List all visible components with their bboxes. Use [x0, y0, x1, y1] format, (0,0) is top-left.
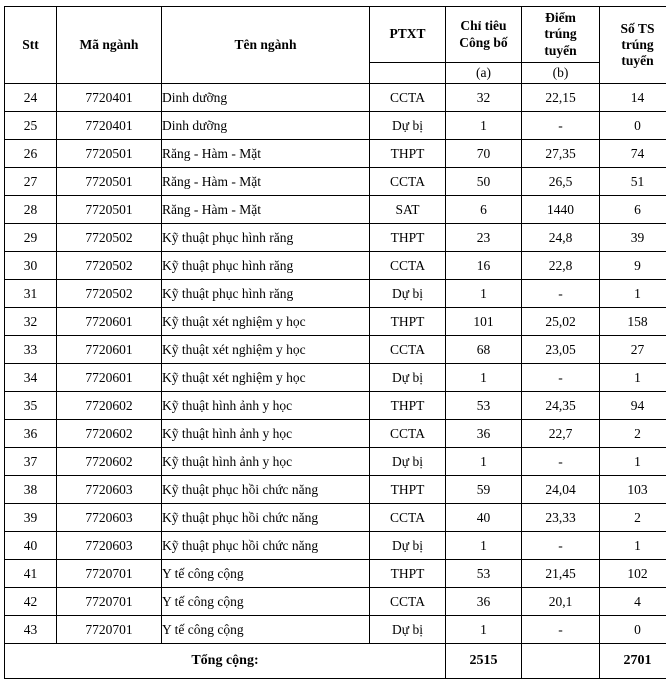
- cell-ma-nganh: 7720701: [57, 588, 162, 616]
- cell-diem-trung-tuyen: -: [522, 280, 600, 308]
- cell-ten-nganh: Dinh dưỡng: [162, 84, 370, 112]
- cell-chi-tieu: 40: [446, 504, 522, 532]
- table-row: [5, 392, 666, 420]
- cell-ma-nganh: 7720401: [57, 84, 162, 112]
- cell-ptxt: Dự bị: [370, 616, 446, 644]
- cell-so-ts-trung-tuyen: 1: [600, 532, 666, 560]
- header-chi-tieu-line1: Chỉ tiêu: [460, 18, 506, 33]
- cell-so-ts-trung-tuyen: 102: [600, 560, 666, 588]
- cell-chi-tieu: 1: [446, 532, 522, 560]
- header-sots-line1: Số TS: [621, 21, 655, 36]
- footer-row-total: [5, 644, 666, 679]
- cell-ptxt: THPT: [370, 392, 446, 420]
- cell-ptxt: CCTA: [370, 420, 446, 448]
- cell-stt: 26: [5, 140, 57, 168]
- cell-stt: 43: [5, 616, 57, 644]
- cell-so-ts-trung-tuyen: 1: [600, 448, 666, 476]
- cell-diem-trung-tuyen: 23,05: [522, 336, 600, 364]
- cell-chi-tieu: 59: [446, 476, 522, 504]
- cell-so-ts-trung-tuyen: 103: [600, 476, 666, 504]
- header-ptxt: PTXT: [370, 7, 446, 63]
- cell-ma-nganh: 7720602: [57, 392, 162, 420]
- cell-chi-tieu: 50: [446, 168, 522, 196]
- cell-ten-nganh: Răng - Hàm - Mặt: [162, 196, 370, 224]
- cell-stt: 37: [5, 448, 57, 476]
- cell-ptxt: Dự bị: [370, 448, 446, 476]
- cell-stt: 36: [5, 420, 57, 448]
- table-row: [5, 476, 666, 504]
- cell-ptxt: CCTA: [370, 588, 446, 616]
- cell-ptxt: THPT: [370, 308, 446, 336]
- cell-so-ts-trung-tuyen: 39: [600, 224, 666, 252]
- cell-ma-nganh: 7720502: [57, 280, 162, 308]
- cell-ptxt: CCTA: [370, 504, 446, 532]
- cell-so-ts-trung-tuyen: 27: [600, 336, 666, 364]
- cell-ten-nganh: Kỹ thuật phục hồi chức năng: [162, 476, 370, 504]
- cell-diem-trung-tuyen: 25,02: [522, 308, 600, 336]
- header-so-ts-trung-tuyen: [600, 7, 666, 84]
- table-row: [5, 532, 666, 560]
- table-row: [5, 112, 666, 140]
- cell-diem-trung-tuyen: -: [522, 616, 600, 644]
- cell-diem-trung-tuyen: 23,33: [522, 504, 600, 532]
- cell-ten-nganh: Kỹ thuật hình ảnh y học: [162, 392, 370, 420]
- cell-so-ts-trung-tuyen: 2: [600, 420, 666, 448]
- cell-ptxt: THPT: [370, 224, 446, 252]
- cell-stt: 30: [5, 252, 57, 280]
- cell-stt: 34: [5, 364, 57, 392]
- header-row-main: [5, 7, 666, 63]
- table-body: [5, 84, 666, 644]
- cell-ten-nganh: Kỹ thuật phục hồi chức năng: [162, 504, 370, 532]
- cell-so-ts-trung-tuyen: 1: [600, 280, 666, 308]
- cell-ma-nganh: 7720603: [57, 476, 162, 504]
- table-row: [5, 252, 666, 280]
- cell-stt: 33: [5, 336, 57, 364]
- footer-so-ts-total: 2701: [600, 644, 666, 679]
- header-ten-nganh: Tên ngành: [162, 7, 370, 84]
- cell-ten-nganh: Kỹ thuật hình ảnh y học: [162, 420, 370, 448]
- cell-ptxt: CCTA: [370, 252, 446, 280]
- table-row: [5, 616, 666, 644]
- cell-chi-tieu: 16: [446, 252, 522, 280]
- header-chi-tieu-line2: Công bố: [459, 35, 507, 50]
- table-row: [5, 224, 666, 252]
- cell-ten-nganh: Kỹ thuật phục hình răng: [162, 224, 370, 252]
- cell-ten-nganh: Y tế công cộng: [162, 616, 370, 644]
- cell-diem-trung-tuyen: 21,45: [522, 560, 600, 588]
- cell-chi-tieu: 1: [446, 364, 522, 392]
- cell-ma-nganh: 7720602: [57, 420, 162, 448]
- cell-ma-nganh: 7720701: [57, 560, 162, 588]
- cell-ten-nganh: Kỹ thuật hình ảnh y học: [162, 448, 370, 476]
- cell-so-ts-trung-tuyen: 74: [600, 140, 666, 168]
- cell-so-ts-trung-tuyen: 51: [600, 168, 666, 196]
- header-ma-nganh: Mã ngành: [57, 7, 162, 84]
- cell-ptxt: Dự bị: [370, 280, 446, 308]
- cell-diem-trung-tuyen: 22,7: [522, 420, 600, 448]
- cell-ten-nganh: Kỹ thuật xét nghiệm y học: [162, 308, 370, 336]
- cell-ptxt: CCTA: [370, 84, 446, 112]
- footer-chi-tieu-total: 2515: [446, 644, 522, 679]
- cell-diem-trung-tuyen: -: [522, 112, 600, 140]
- cell-ptxt: SAT: [370, 196, 446, 224]
- cell-chi-tieu: 101: [446, 308, 522, 336]
- table-header: [5, 7, 666, 84]
- cell-diem-trung-tuyen: 22,8: [522, 252, 600, 280]
- cell-ptxt: THPT: [370, 560, 446, 588]
- cell-chi-tieu: 53: [446, 392, 522, 420]
- cell-ten-nganh: Răng - Hàm - Mặt: [162, 140, 370, 168]
- cell-stt: 40: [5, 532, 57, 560]
- cell-chi-tieu: 53: [446, 560, 522, 588]
- cell-diem-trung-tuyen: 24,35: [522, 392, 600, 420]
- cell-ma-nganh: 7720602: [57, 448, 162, 476]
- cell-stt: 28: [5, 196, 57, 224]
- cell-so-ts-trung-tuyen: 94: [600, 392, 666, 420]
- cell-so-ts-trung-tuyen: 9: [600, 252, 666, 280]
- table-row: [5, 308, 666, 336]
- cell-ma-nganh: 7720501: [57, 140, 162, 168]
- cell-ten-nganh: Kỹ thuật phục hình răng: [162, 280, 370, 308]
- header-sots-line2: trúng: [621, 37, 653, 52]
- table-row: [5, 420, 666, 448]
- cell-ptxt: THPT: [370, 476, 446, 504]
- cell-chi-tieu: 36: [446, 420, 522, 448]
- cell-chi-tieu: 1: [446, 280, 522, 308]
- header-sots-line3: tuyển: [621, 53, 653, 68]
- cell-so-ts-trung-tuyen: 0: [600, 112, 666, 140]
- cell-ma-nganh: 7720603: [57, 504, 162, 532]
- cell-so-ts-trung-tuyen: 1: [600, 364, 666, 392]
- cell-ptxt: CCTA: [370, 336, 446, 364]
- cell-stt: 32: [5, 308, 57, 336]
- subheader-chi-tieu: (a): [446, 63, 522, 84]
- cell-ten-nganh: Răng - Hàm - Mặt: [162, 168, 370, 196]
- table-row: [5, 560, 666, 588]
- cell-ma-nganh: 7720603: [57, 532, 162, 560]
- cell-ptxt: CCTA: [370, 168, 446, 196]
- footer-diem-total: [522, 644, 600, 679]
- cell-ten-nganh: Kỹ thuật phục hồi chức năng: [162, 532, 370, 560]
- cell-so-ts-trung-tuyen: 6: [600, 196, 666, 224]
- table-row: [5, 336, 666, 364]
- header-diem-line1: Điểm: [545, 10, 576, 25]
- subheader-diem: (b): [522, 63, 600, 84]
- header-stt: Stt: [5, 7, 57, 84]
- cell-diem-trung-tuyen: 26,5: [522, 168, 600, 196]
- cell-stt: 24: [5, 84, 57, 112]
- cell-chi-tieu: 23: [446, 224, 522, 252]
- table-row: [5, 168, 666, 196]
- table-row: [5, 448, 666, 476]
- admissions-results-table: [4, 6, 666, 679]
- table-footer: [5, 644, 666, 679]
- cell-ma-nganh: 7720601: [57, 308, 162, 336]
- cell-stt: 25: [5, 112, 57, 140]
- cell-ten-nganh: Kỹ thuật xét nghiệm y học: [162, 364, 370, 392]
- cell-diem-trung-tuyen: -: [522, 448, 600, 476]
- cell-ten-nganh: Y tế công cộng: [162, 560, 370, 588]
- cell-ptxt: THPT: [370, 140, 446, 168]
- cell-ten-nganh: Y tế công cộng: [162, 588, 370, 616]
- cell-chi-tieu: 1: [446, 616, 522, 644]
- table-row: [5, 196, 666, 224]
- header-diem-trung-tuyen: [522, 7, 600, 63]
- table-row: [5, 280, 666, 308]
- cell-chi-tieu: 1: [446, 112, 522, 140]
- cell-diem-trung-tuyen: 22,15: [522, 84, 600, 112]
- cell-chi-tieu: 36: [446, 588, 522, 616]
- cell-diem-trung-tuyen: -: [522, 532, 600, 560]
- cell-ten-nganh: Dinh dưỡng: [162, 112, 370, 140]
- cell-ptxt: Dự bị: [370, 532, 446, 560]
- cell-chi-tieu: 1: [446, 448, 522, 476]
- cell-stt: 39: [5, 504, 57, 532]
- cell-diem-trung-tuyen: 1440: [522, 196, 600, 224]
- cell-stt: 29: [5, 224, 57, 252]
- cell-diem-trung-tuyen: 24,8: [522, 224, 600, 252]
- cell-ma-nganh: 7720701: [57, 616, 162, 644]
- cell-so-ts-trung-tuyen: 14: [600, 84, 666, 112]
- subheader-ptxt: [370, 63, 446, 84]
- table-row: [5, 588, 666, 616]
- table-row: [5, 140, 666, 168]
- cell-ten-nganh: Kỹ thuật xét nghiệm y học: [162, 336, 370, 364]
- cell-diem-trung-tuyen: 27,35: [522, 140, 600, 168]
- header-chi-tieu: [446, 7, 522, 63]
- table-row: [5, 364, 666, 392]
- cell-ten-nganh: Kỹ thuật phục hình răng: [162, 252, 370, 280]
- cell-ptxt: Dự bị: [370, 112, 446, 140]
- cell-chi-tieu: 32: [446, 84, 522, 112]
- cell-ptxt: Dự bị: [370, 364, 446, 392]
- table-row: [5, 504, 666, 532]
- cell-so-ts-trung-tuyen: 4: [600, 588, 666, 616]
- header-diem-line3: tuyển: [544, 43, 576, 58]
- table-row: [5, 84, 666, 112]
- cell-ma-nganh: 7720501: [57, 168, 162, 196]
- cell-so-ts-trung-tuyen: 2: [600, 504, 666, 532]
- cell-chi-tieu: 6: [446, 196, 522, 224]
- cell-ma-nganh: 7720601: [57, 364, 162, 392]
- cell-ma-nganh: 7720501: [57, 196, 162, 224]
- cell-ma-nganh: 7720502: [57, 224, 162, 252]
- cell-diem-trung-tuyen: 20,1: [522, 588, 600, 616]
- cell-diem-trung-tuyen: 24,04: [522, 476, 600, 504]
- cell-ma-nganh: 7720401: [57, 112, 162, 140]
- cell-stt: 38: [5, 476, 57, 504]
- cell-ma-nganh: 7720601: [57, 336, 162, 364]
- cell-stt: 31: [5, 280, 57, 308]
- cell-chi-tieu: 70: [446, 140, 522, 168]
- cell-ma-nganh: 7720502: [57, 252, 162, 280]
- cell-stt: 35: [5, 392, 57, 420]
- cell-chi-tieu: 68: [446, 336, 522, 364]
- cell-so-ts-trung-tuyen: 158: [600, 308, 666, 336]
- cell-stt: 41: [5, 560, 57, 588]
- cell-stt: 27: [5, 168, 57, 196]
- cell-stt: 42: [5, 588, 57, 616]
- footer-total-label: Tổng cộng:: [5, 644, 446, 679]
- cell-diem-trung-tuyen: -: [522, 364, 600, 392]
- cell-so-ts-trung-tuyen: 0: [600, 616, 666, 644]
- header-diem-line2: trúng: [544, 26, 576, 41]
